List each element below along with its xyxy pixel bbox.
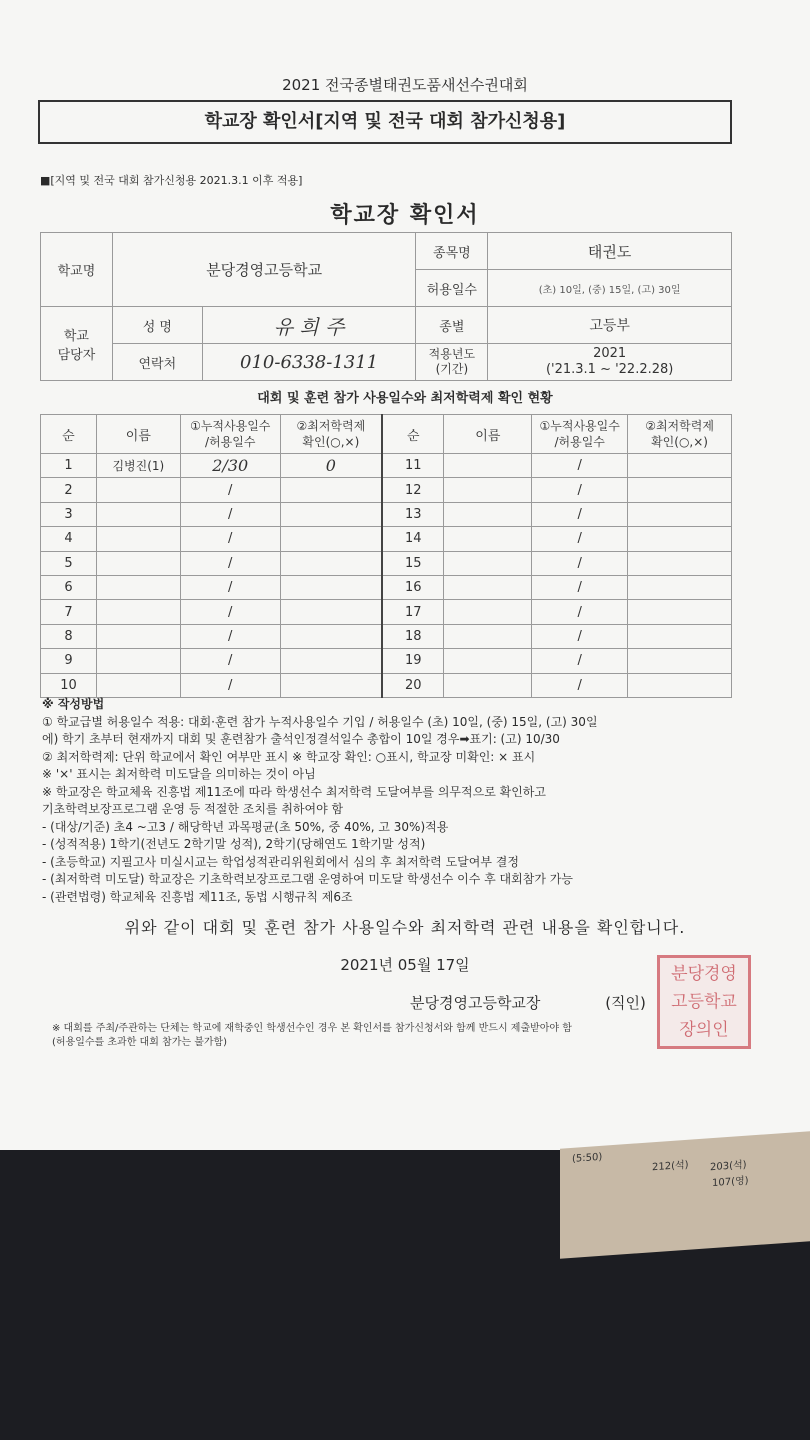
col-days-header: ①누적사용일수 /허용일수: [180, 415, 280, 454]
applies-note: ■[지역 및 전국 대회 참가신청용 2021.3.1 이후 적용]: [40, 174, 303, 187]
roster-title: 대회 및 훈련 참가 사용일수와 최저학력제 확인 현황: [257, 391, 553, 406]
confirmation-statement: 위와 같이 대회 및 훈련 참가 사용일수와 최저학력 관련 내용을 확인합니다.: [124, 918, 686, 937]
note-line: 기초학력보장프로그램 운영 등 적절한 조치를 취하여야 함: [42, 802, 344, 816]
desk-label: 212(석): [652, 1159, 689, 1174]
roster-days-cell: /: [532, 649, 628, 673]
desk-label: 203(석): [710, 1159, 747, 1174]
roster-name-cell: [444, 673, 532, 697]
note-line: ※ 작성방법: [42, 697, 105, 711]
roster-days-cell: /: [532, 478, 628, 502]
roster-min-cell: [628, 624, 732, 648]
roster-no-cell: 14: [382, 527, 444, 551]
roster-table: [40, 414, 732, 698]
contact-label: 연락처: [112, 344, 202, 381]
roster-name-cell: [96, 551, 180, 575]
note-line: ※ 학교장은 학교체육 진흥법 제11조에 따라 학생선수 최저학력 도달여부를 의무적으로 확인하고: [42, 784, 546, 799]
manager-label: 학교 담당자: [41, 307, 113, 381]
roster-min-cell: [280, 575, 382, 599]
roster-days-cell: 2/30: [180, 454, 280, 478]
roster-name-cell: [96, 575, 180, 599]
note-line: ※ '×' 표시는 최저학력 미도달을 의미하는 것이 아님: [42, 767, 316, 781]
roster-days-cell: /: [532, 624, 628, 648]
roster-name-cell: [444, 551, 532, 575]
roster-name-cell: [96, 527, 180, 551]
roster-no-cell: 2: [41, 478, 97, 502]
roster-name-cell: [444, 502, 532, 526]
roster-min-cell: [628, 502, 732, 526]
roster-min-cell: [280, 600, 382, 624]
roster-min-cell: [628, 673, 732, 697]
desk-label: 107(영): [712, 1175, 749, 1190]
roster-name-cell: [96, 673, 180, 697]
note-line: - (초등학교) 지필고사 미실시교는 학업성적관리위원회에서 심의 후 최저학력 도달여부 결정: [42, 854, 519, 869]
roster-days-cell: /: [180, 649, 280, 673]
year-value: 2021: [593, 346, 627, 361]
roster-days-cell: /: [180, 551, 280, 575]
col-min-header-right: ②최저학력제 확인(○,×): [628, 415, 732, 454]
writing-instructions: [42, 696, 742, 906]
roster-min-cell: [628, 649, 732, 673]
note-line: - (최저학력 미도달) 학교장은 기초학력보장프로그램 운영하여 미도달 학생선수 이수 후 대회참가 가능: [42, 872, 573, 886]
note-line: ① 학교급별 허용일수 적용: 대회·훈련 참가 누적사용일수 기입 / 허용일수 (초) 10일, (중) 15일, (고) 30일: [42, 714, 598, 729]
roster-days-cell: /: [180, 478, 280, 502]
roster-row: [41, 454, 732, 478]
roster-no-cell: 5: [41, 551, 97, 575]
roster-min-cell: [280, 649, 382, 673]
year-period-cell: [488, 344, 732, 381]
roster-no-cell: 15: [382, 551, 444, 575]
roster-days-cell: /: [532, 454, 628, 478]
roster-row: [41, 649, 732, 673]
sport-value: 태권도: [488, 233, 732, 270]
document-heading: 학교장 확인서: [330, 203, 480, 228]
roster-no-cell: 13: [382, 502, 444, 526]
manager-name: 유 희 주: [202, 307, 416, 344]
roster-no-cell: 18: [382, 624, 444, 648]
roster-min-cell: [280, 502, 382, 526]
roster-no-cell: 12: [382, 478, 444, 502]
roster-days-cell: /: [532, 673, 628, 697]
event-title: 2021 전국종별태권도품새선수권대회: [282, 76, 528, 94]
roster-min-cell: [628, 575, 732, 599]
roster-name-cell: [96, 478, 180, 502]
col-name-header-right: 이름: [444, 415, 532, 454]
roster-no-cell: 20: [382, 673, 444, 697]
roster-row: [41, 624, 732, 648]
roster-no-cell: 17: [382, 600, 444, 624]
note-line: - (대상/기준) 초4 ~고3 / 해당학년 과목평균(초 50%, 중 40%, 고 30%)적용: [42, 819, 449, 834]
roster-name-cell: [444, 527, 532, 551]
roster-min-cell: 0: [280, 454, 382, 478]
roster-name-cell: [444, 624, 532, 648]
roster-min-cell: [280, 478, 382, 502]
roster-no-cell: 16: [382, 575, 444, 599]
division-label: 종별: [416, 307, 488, 344]
roster-name-cell: [444, 649, 532, 673]
roster-min-cell: [280, 673, 382, 697]
roster-days-cell: /: [532, 575, 628, 599]
roster-no-cell: 11: [382, 454, 444, 478]
roster-name-cell: [444, 454, 532, 478]
desk-label: (5:50): [572, 1151, 603, 1165]
roster-min-cell: [628, 551, 732, 575]
roster-row: [41, 502, 732, 526]
roster-no-cell: 3: [41, 502, 97, 526]
roster-no-cell: 19: [382, 649, 444, 673]
roster-no-cell: 7: [41, 600, 97, 624]
roster-days-cell: /: [532, 502, 628, 526]
roster-row: [41, 527, 732, 551]
roster-days-cell: /: [532, 527, 628, 551]
school-name: 분당경영고등학교: [112, 233, 416, 307]
roster-min-cell: [280, 624, 382, 648]
roster-name-cell: [96, 649, 180, 673]
division-value: 고등부: [488, 307, 732, 344]
roster-name-cell: [96, 600, 180, 624]
roster-days-cell: /: [532, 551, 628, 575]
seal-suffix: (직인): [605, 994, 646, 1012]
roster-name-cell: [96, 624, 180, 648]
roster-row: [41, 575, 732, 599]
roster-no-cell: 8: [41, 624, 97, 648]
roster-days-cell: /: [180, 502, 280, 526]
roster-row: [41, 478, 732, 502]
name-label: 성 명: [112, 307, 202, 344]
note-line: - (성적적용) 1학기(전년도 2학기말 성적), 2학기(당해연도 1학기말 성적): [42, 837, 426, 851]
contact-value: 010-6338-1311: [202, 344, 416, 381]
seal-text: 분당경영 고등학교 장의인: [671, 964, 737, 1040]
roster-min-cell: [628, 478, 732, 502]
roster-no-cell: 9: [41, 649, 97, 673]
desk-background: [560, 1131, 810, 1258]
roster-row: [41, 600, 732, 624]
roster-min-cell: [628, 454, 732, 478]
note-line: 에) 학기 초부터 현재까지 대회 및 훈련참가 출석인정결석일수 총합이 10일 경우➡표기: (고) 10/30: [42, 732, 560, 746]
allowed-days-value: (초) 10일, (중) 15일, (고) 30일: [488, 270, 732, 307]
roster-no-cell: 4: [41, 527, 97, 551]
col-min-header: ②최저학력제 확인(○,×): [280, 415, 382, 454]
roster-days-cell: /: [180, 600, 280, 624]
roster-no-cell: 1: [41, 454, 97, 478]
submission-footnote: ※ 대회를 주최/주관하는 단체는 학교에 재학중인 학생선수인 경우 본 확인서를 참가신청서와 함께 반드시 제출받아야 함 (허용일수를 초과한 대회 참가는 불가함): [52, 1023, 572, 1048]
school-label: 학교명: [41, 233, 113, 307]
roster-row: [41, 551, 732, 575]
roster-no-cell: 6: [41, 575, 97, 599]
roster-days-cell: /: [180, 673, 280, 697]
roster-name-cell: [444, 600, 532, 624]
principal-signature-line: [410, 992, 646, 1013]
period-value: ('21.3.1 ~ '22.2.28): [545, 362, 674, 377]
note-line: ② 최저학력제: 단위 학교에서 확인 여부만 표시 ※ 학교장 확인: ○표시, 학교장 미확인: × 표시: [42, 749, 536, 764]
sport-label: 종목명: [416, 233, 488, 270]
col-no-header: 순: [41, 415, 97, 454]
roster-min-cell: [280, 527, 382, 551]
col-no-header-right: 순: [382, 415, 444, 454]
roster-min-cell: [280, 551, 382, 575]
roster-days-cell: /: [180, 624, 280, 648]
year-label: 적용년도 (기간): [416, 344, 488, 381]
roster-name-cell: 김병진(1): [96, 454, 180, 478]
roster-no-cell: 10: [41, 673, 97, 697]
roster-days-cell: /: [532, 600, 628, 624]
roster-days-cell: /: [180, 527, 280, 551]
roster-name-cell: [444, 478, 532, 502]
col-name-header: 이름: [96, 415, 180, 454]
school-info-table: [40, 232, 732, 381]
roster-min-cell: [628, 527, 732, 551]
roster-name-cell: [444, 575, 532, 599]
form-banner: 학교장 확인서[지역 및 전국 대회 참가신청용]: [38, 100, 732, 144]
col-days-header-right: ①누적사용일수 /허용일수: [532, 415, 628, 454]
roster-name-cell: [96, 502, 180, 526]
signer-name: 분당경영고등학교장: [410, 994, 541, 1012]
issue-date: 2021년 05월 17일: [340, 956, 470, 974]
roster-days-cell: /: [180, 575, 280, 599]
roster-row: [41, 673, 732, 697]
allowed-days-label: 허용일수: [416, 270, 488, 307]
note-line: - (관련법령) 학교체육 진흥법 제11조, 동법 시행규칙 제6조: [42, 889, 353, 904]
roster-min-cell: [628, 600, 732, 624]
